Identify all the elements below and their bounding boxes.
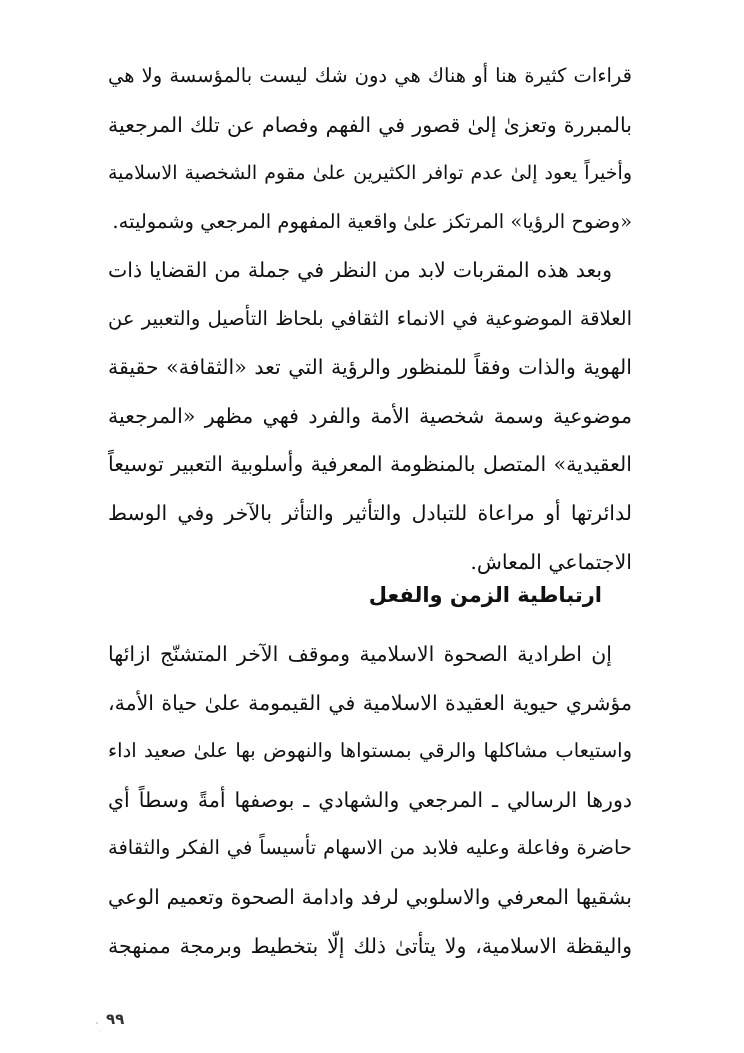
paragraph-line: الاجتماعي المعاش. bbox=[470, 549, 632, 574]
paragraph-1 bbox=[108, 52, 632, 246]
paragraph-line: لدائرتها أو مراعاة للتبادل والتأثير والتأثر بالآخر وفي الوسط bbox=[108, 500, 632, 525]
paragraph-line: وأخيراً يعود إلىٰ عدم توافر الكثيرين علىٰ مقوم الشخصية الاسلامية bbox=[108, 162, 632, 185]
paragraph-line: الهوية والذات وفقاً للمنظور والرؤية التي تعد «الثقافة» حقيقة bbox=[108, 355, 632, 380]
paragraph-line: وبعد هذه المقربات لابد من النظر في جملة من القضايا ذات bbox=[108, 258, 612, 282]
paragraph-line: العقيدية» المتصل بالمنظومة المعرفية وأسلوبية التعبير توسيعاً bbox=[108, 452, 632, 477]
paragraph-line: إن اطرادية الصحوة الاسلامية وموقف الآخر المتشنّج ازائها bbox=[108, 642, 612, 666]
paragraph-line: واليقظة الاسلامية، ولا يتأتىٰ ذلك إلّا بتخطيط وبرمجة ممنهجة bbox=[108, 933, 632, 958]
paragraph-line: واستيعاب مشاكلها والرقي بمستواها والنهوض بها علىٰ صعيد اداء bbox=[108, 739, 632, 763]
paragraph-line: موضوعية وسمة شخصية الأمة والفرد فهي مظهر «المرجعية bbox=[108, 403, 632, 428]
page-number: ٩٩ bbox=[106, 1010, 125, 1028]
paragraph-line: بالمبررة وتعزىٰ إلىٰ قصور في الفهم وفصام عن تلك المرجعية bbox=[108, 112, 632, 137]
paragraph-line: بشقيها المعرفي والاسلوبي لرفد وادامة الصحوة وتعميم الوعي bbox=[108, 884, 632, 909]
paragraph-line: دورها الرسالي ـ المرجعي والشهادي ـ بوصفها أمةً وسطاً أي bbox=[108, 787, 632, 812]
section-heading: ارتباطية الزمن والفعل bbox=[368, 583, 602, 607]
scan-speck bbox=[100, 1030, 101, 1031]
paragraph-line: حاضرة وفاعلة وعليه فلابد من الاسهام تأسيساً في الفكر والثقافة bbox=[108, 836, 632, 860]
paragraph-3 bbox=[108, 630, 632, 970]
paragraph-2 bbox=[108, 246, 632, 586]
scan-speck bbox=[96, 1022, 98, 1024]
paragraph-line: العلاقة الموضوعية في الانماء الثقافي بلحاظ التأصيل والتعبير عن bbox=[108, 306, 632, 330]
paragraph-line: «وضوح الرؤيا» المرتكز علىٰ واقعية المفهوم المرجعي وشموليته. bbox=[112, 209, 632, 233]
paragraph-line: قراءات كثيرة هنا أو هناك هي دون شك ليست بالمؤسسة ولا هي bbox=[108, 64, 632, 87]
paragraph-line: مؤشري حيوية العقيدة الاسلامية في القيمومة علىٰ حياة الأمة، bbox=[108, 690, 632, 715]
